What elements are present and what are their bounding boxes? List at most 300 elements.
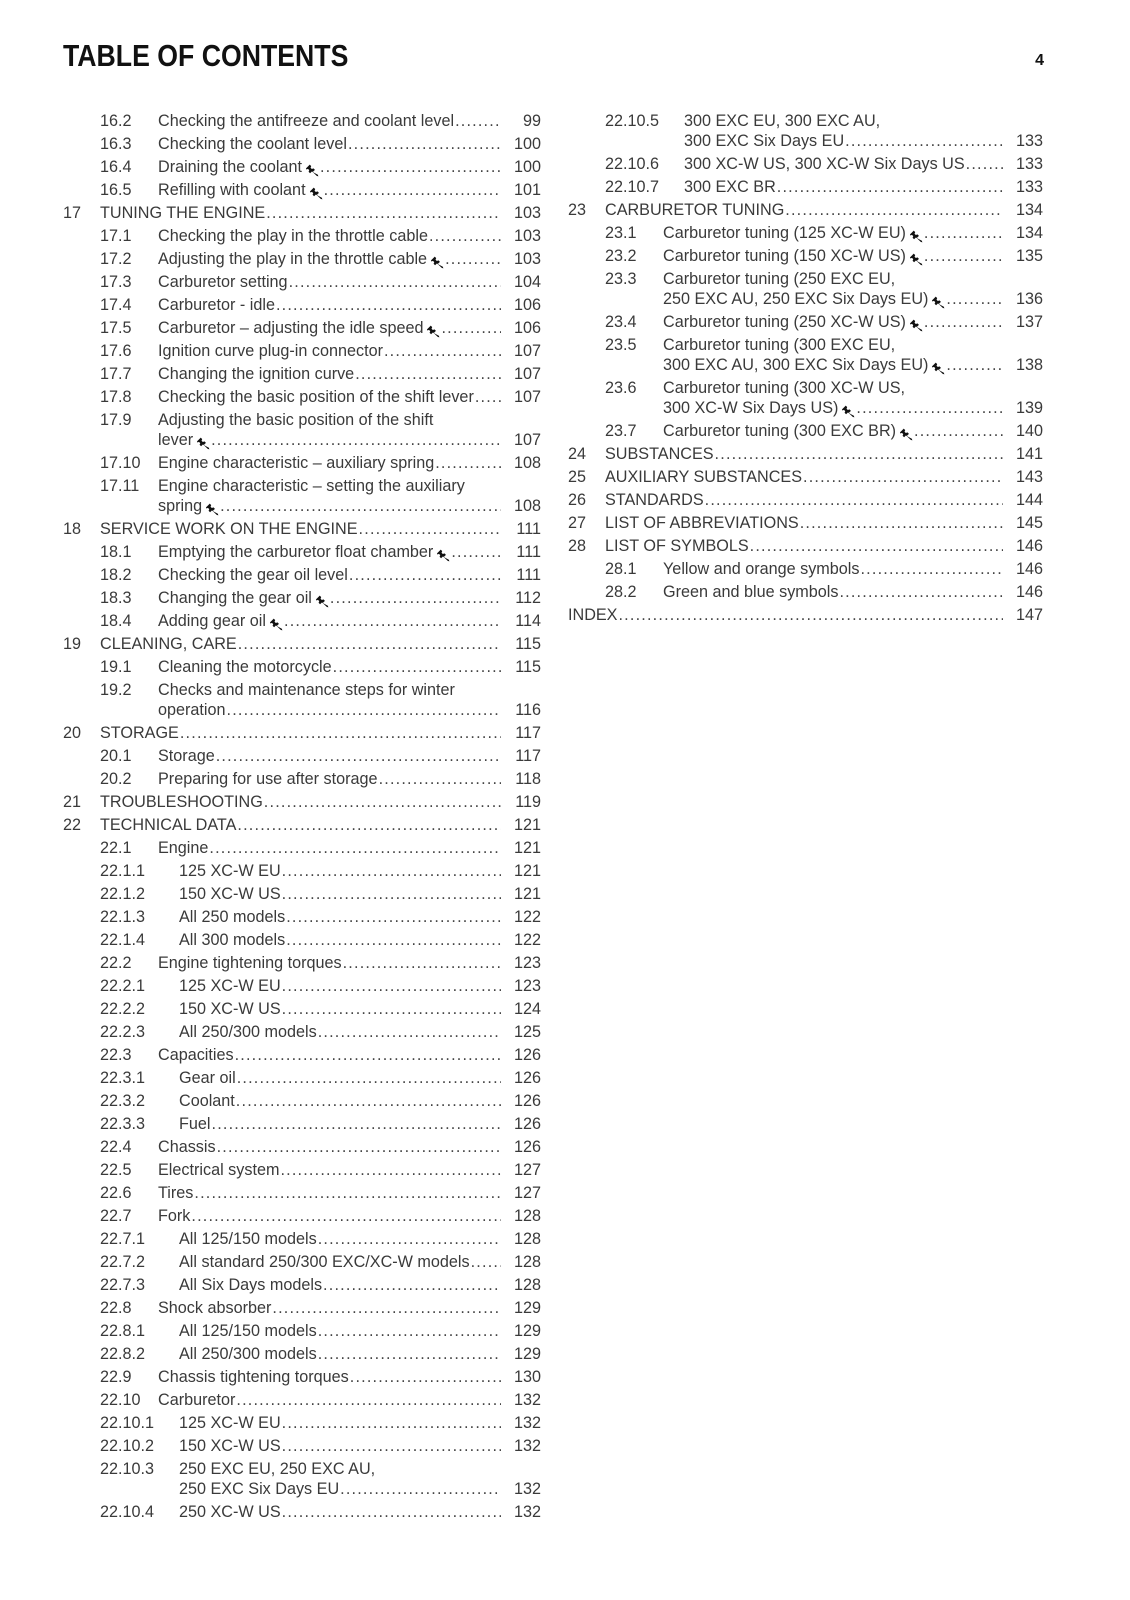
toc-entry-title: Draining the coolant <box>158 158 302 176</box>
wrench-icon <box>270 618 283 631</box>
toc-entry-number: 26 <box>568 491 587 509</box>
toc-entry-title: Checking the basic position of the shift lever <box>158 388 474 406</box>
toc-entry-title: All 125/150 models <box>179 1322 317 1340</box>
toc-entry-number: 22.8.2 <box>100 1345 146 1363</box>
toc-entry[interactable] <box>63 677 541 720</box>
toc-entry-title: Checks and maintenance steps for winter <box>158 681 455 699</box>
toc-entry[interactable] <box>568 487 1043 510</box>
toc-entry-number: 22.5 <box>100 1161 132 1179</box>
toc-entry-number: 22.2.2 <box>100 1000 146 1018</box>
dot-leader <box>340 1479 501 1499</box>
toc-entry[interactable] <box>63 1180 541 1203</box>
toc-entry[interactable] <box>63 904 541 927</box>
toc-entry-title: Carburetor tuning (300 XC-W US, <box>663 379 906 397</box>
toc-entry-title: Preparing for use after storage <box>158 770 378 788</box>
toc-entry-title: 125 XC-W EU <box>179 977 281 995</box>
toc-entry-number: 25 <box>568 468 587 486</box>
toc-entry-page[interactable]: 139 <box>1015 399 1043 417</box>
toc-entry-title: Carburetor <box>158 1391 236 1409</box>
toc-entry[interactable] <box>63 223 541 246</box>
dot-leader <box>212 1114 502 1134</box>
toc-entry[interactable] <box>63 361 541 384</box>
toc-entry[interactable] <box>568 464 1043 487</box>
toc-entry-page[interactable]: 100 <box>513 158 541 176</box>
toc-entry[interactable] <box>63 631 541 654</box>
wrench-icon <box>900 428 913 441</box>
toc-entry-page[interactable]: 126 <box>513 1115 541 1133</box>
toc-entry-title: SUBSTANCES <box>605 445 714 463</box>
toc-entry-page[interactable]: 103 <box>513 250 541 268</box>
toc-entry[interactable] <box>568 579 1043 602</box>
toc-entry-title: 250 EXC EU, 250 EXC AU, <box>179 1460 376 1478</box>
toc-entry-page[interactable]: 141 <box>1015 445 1043 463</box>
toc-entry-number: 20.2 <box>100 770 132 788</box>
toc-entry-page[interactable]: 143 <box>1015 468 1043 486</box>
toc-entry[interactable] <box>568 332 1043 375</box>
toc-entry[interactable] <box>63 1318 541 1341</box>
dot-leader <box>220 496 501 516</box>
toc-entry-title: 300 XC-W Six Days US) <box>663 399 839 417</box>
toc-entry-title: INDEX <box>568 606 618 624</box>
toc-entry-title: Refilling with coolant <box>158 181 306 199</box>
toc-entry[interactable] <box>63 881 541 904</box>
toc-entry-title: operation <box>158 701 226 719</box>
toc-entry-page[interactable]: 117 <box>515 724 541 742</box>
toc-entry[interactable] <box>63 516 541 539</box>
toc-entry[interactable] <box>63 1272 541 1295</box>
toc-entry-number: 22.7 <box>100 1207 132 1225</box>
toc-entry-number: 22.6 <box>100 1184 132 1202</box>
toc-entry-page[interactable]: 111 <box>516 543 541 561</box>
dot-leader <box>272 1298 501 1318</box>
toc-entry[interactable] <box>568 602 1043 625</box>
toc-entry[interactable] <box>63 1203 541 1226</box>
toc-entry-number: 22.10.3 <box>100 1460 155 1478</box>
toc-entry-page[interactable]: 146 <box>1015 583 1043 601</box>
toc-entry-number: 28.2 <box>605 583 637 601</box>
dot-leader <box>237 815 501 835</box>
toc-entry-page[interactable]: 115 <box>515 635 541 653</box>
toc-entry-title: All 250 models <box>179 908 286 926</box>
dot-leader <box>384 341 501 361</box>
toc-entry-page[interactable]: 115 <box>515 658 541 676</box>
toc-entry-page[interactable]: 128 <box>513 1253 541 1271</box>
toc-entry[interactable] <box>63 292 541 315</box>
toc-entry-page[interactable]: 107 <box>513 388 541 406</box>
toc-entry[interactable] <box>568 266 1043 309</box>
toc-entry-title: Fork <box>158 1207 191 1225</box>
toc-entry-page[interactable]: 127 <box>513 1184 541 1202</box>
dot-leader <box>318 1344 501 1364</box>
toc-entry-title: Fuel <box>179 1115 211 1133</box>
dot-leader <box>238 634 501 654</box>
toc-entry-number: 23.1 <box>605 224 637 242</box>
toc-entry[interactable] <box>568 510 1043 533</box>
toc-entry-page[interactable]: 121 <box>513 816 541 834</box>
dot-leader <box>333 657 501 677</box>
toc-entry-number: 22.10.2 <box>100 1437 155 1455</box>
toc-entry-page[interactable]: 132 <box>513 1480 541 1498</box>
toc-entry-page[interactable]: 122 <box>513 931 541 949</box>
toc-entry-page[interactable]: 135 <box>1015 247 1043 265</box>
toc-entry-page[interactable]: 108 <box>513 497 541 515</box>
toc-entry-number: 27 <box>568 514 587 532</box>
toc-entry-title: Carburetor tuning (300 EXC EU, <box>663 336 896 354</box>
toc-entry[interactable] <box>63 1499 541 1522</box>
toc-entry-number: 17.11 <box>100 477 140 495</box>
toc-entry-number: 22 <box>63 816 82 834</box>
dot-leader <box>284 611 501 631</box>
toc-entry-page[interactable]: 132 <box>513 1391 541 1409</box>
toc-entry-number: 20 <box>63 724 82 742</box>
toc-entry-number: 22.10 <box>100 1391 141 1409</box>
toc-entry-number: 28 <box>568 537 587 555</box>
toc-entry[interactable] <box>63 654 541 677</box>
toc-entry-number: 22.7.1 <box>100 1230 146 1248</box>
toc-entry-page[interactable]: 108 <box>513 454 541 472</box>
dot-leader <box>194 1183 501 1203</box>
toc-entry[interactable] <box>63 743 541 766</box>
toc-entry-page[interactable]: 132 <box>513 1414 541 1432</box>
toc-entry[interactable] <box>568 197 1043 220</box>
toc-entry[interactable] <box>63 1157 541 1180</box>
toc-entry-page[interactable]: 146 <box>1015 560 1043 578</box>
toc-entry-title: CARBURETOR TUNING <box>605 201 785 219</box>
dot-leader <box>282 861 501 881</box>
toc-entry-title: All 250/300 models <box>179 1023 317 1041</box>
wrench-icon <box>431 256 444 269</box>
toc-entry-page[interactable]: 107 <box>513 342 541 360</box>
toc-entry-number: 22.3.1 <box>100 1069 146 1087</box>
toc-entry-page[interactable]: 100 <box>513 135 541 153</box>
toc-entry-page[interactable]: 133 <box>1015 155 1043 173</box>
toc-entry-page[interactable]: 106 <box>513 296 541 314</box>
toc-entry-page[interactable]: 129 <box>513 1299 541 1317</box>
toc-entry-title: Carburetor - idle <box>158 296 275 314</box>
toc-entry[interactable] <box>63 562 541 585</box>
toc-entry-number: 22.1.4 <box>100 931 146 949</box>
dot-leader <box>237 1068 501 1088</box>
toc-entry-page[interactable]: 103 <box>513 204 541 222</box>
toc-entry[interactable] <box>63 200 541 223</box>
toc-entry[interactable] <box>63 858 541 881</box>
dot-leader <box>318 1022 501 1042</box>
toc-entry-page[interactable]: 130 <box>513 1368 541 1386</box>
toc-entry[interactable] <box>63 1111 541 1134</box>
toc-entry[interactable] <box>63 1433 541 1456</box>
toc-entry-page[interactable]: 138 <box>1015 356 1043 374</box>
toc-entry-page[interactable]: 140 <box>1015 422 1043 440</box>
toc-entry[interactable] <box>568 375 1043 418</box>
toc-entry-number: 17.7 <box>100 365 132 383</box>
toc-entry[interactable] <box>568 556 1043 579</box>
toc-entry-page[interactable]: 144 <box>1015 491 1043 509</box>
toc-entry-page[interactable]: 121 <box>513 839 541 857</box>
toc-entry[interactable] <box>63 338 541 361</box>
toc-entry[interactable] <box>63 177 541 200</box>
toc-entry-page[interactable]: 121 <box>513 885 541 903</box>
dot-leader <box>800 513 1003 533</box>
toc-entry[interactable] <box>63 246 541 269</box>
dot-leader <box>320 157 501 177</box>
toc-entry-page[interactable]: 146 <box>1015 537 1043 555</box>
toc-entry[interactable] <box>63 407 541 450</box>
dot-leader <box>227 700 501 720</box>
toc-entry-page[interactable]: 112 <box>515 589 541 607</box>
dot-leader <box>180 723 501 743</box>
toc-entry[interactable] <box>63 1019 541 1042</box>
toc-entry[interactable] <box>568 418 1043 441</box>
wrench-icon <box>932 296 945 309</box>
toc-entry-number: 18.1 <box>100 543 132 561</box>
page-title: TABLE OF CONTENTS <box>63 38 349 73</box>
toc-entry[interactable] <box>63 108 541 131</box>
toc-entry-title: Gear oil <box>179 1069 236 1087</box>
toc-entry-number: 22.10.7 <box>605 178 660 196</box>
toc-entry-title: Adjusting the basic position of the shift <box>158 411 434 429</box>
toc-entry-title: All 250/300 models <box>179 1345 317 1363</box>
toc-entry-page[interactable]: 124 <box>513 1000 541 1018</box>
toc-entry-page[interactable]: 117 <box>515 747 541 765</box>
dot-leader <box>286 930 501 950</box>
toc-entry-title: CLEANING, CARE <box>100 635 237 653</box>
toc-entry-page[interactable]: 137 <box>1015 313 1043 331</box>
toc-entry-number: 22.8 <box>100 1299 132 1317</box>
toc-entry-page[interactable]: 107 <box>513 431 541 449</box>
wrench-icon <box>310 187 323 200</box>
dot-leader <box>435 453 501 473</box>
toc-entry-title: TECHNICAL DATA <box>100 816 237 834</box>
dot-leader <box>289 272 501 292</box>
wrench-icon <box>932 362 945 375</box>
toc-entry-page[interactable]: 147 <box>1015 606 1043 624</box>
toc-entry[interactable] <box>63 950 541 973</box>
toc-entry-title: Carburetor tuning (250 EXC EU, <box>663 270 896 288</box>
toc-entry-number: 23.6 <box>605 379 637 397</box>
toc-entry-page[interactable]: 127 <box>513 1161 541 1179</box>
toc-entry[interactable] <box>568 220 1043 243</box>
toc-entry-number: 17.8 <box>100 388 132 406</box>
toc-entry[interactable] <box>63 927 541 950</box>
toc-entry-title: Storage <box>158 747 215 765</box>
toc-entry[interactable] <box>63 384 541 407</box>
wrench-icon <box>306 164 319 177</box>
toc-right-column <box>568 108 1043 625</box>
toc-entry-page[interactable]: 116 <box>515 701 541 719</box>
toc-entry[interactable] <box>63 720 541 743</box>
toc-entry-number: 22.3.2 <box>100 1092 146 1110</box>
toc-entry[interactable] <box>568 533 1043 556</box>
dot-leader <box>280 1160 501 1180</box>
toc-entry-page[interactable]: 103 <box>513 227 541 245</box>
toc-entry-number: 17 <box>63 204 82 222</box>
toc-entry-number: 22.10.6 <box>605 155 660 173</box>
toc-entry-title: All Six Days models <box>179 1276 323 1294</box>
toc-entry[interactable] <box>63 973 541 996</box>
dot-leader <box>217 1137 501 1157</box>
toc-entry-number: 18.3 <box>100 589 132 607</box>
toc-entry-title: Engine <box>158 839 209 857</box>
toc-entry-page[interactable]: 126 <box>513 1069 541 1087</box>
dot-leader <box>785 200 1003 220</box>
toc-entry-page[interactable]: 107 <box>513 365 541 383</box>
toc-entry[interactable] <box>63 1088 541 1111</box>
toc-entry-page[interactable]: 129 <box>513 1345 541 1363</box>
toc-entry[interactable] <box>63 1042 541 1065</box>
dot-leader <box>705 490 1003 510</box>
toc-entry[interactable] <box>63 996 541 1019</box>
toc-entry-page[interactable]: 145 <box>1015 514 1043 532</box>
toc-entry[interactable] <box>63 1341 541 1364</box>
toc-entry[interactable] <box>63 1065 541 1088</box>
toc-entry-title: Engine characteristic – setting the auxiliary <box>158 477 465 495</box>
toc-entry-number: 17.10 <box>100 454 141 472</box>
dot-leader <box>348 134 501 154</box>
toc-entry-page[interactable]: 128 <box>513 1207 541 1225</box>
dot-leader <box>282 1413 501 1433</box>
toc-entry-page[interactable]: 114 <box>515 612 541 630</box>
toc-entry-page[interactable]: 123 <box>513 954 541 972</box>
toc-entry[interactable] <box>63 1249 541 1272</box>
toc-entry-title: AUXILIARY SUBSTANCES <box>605 468 803 486</box>
toc-entry-page[interactable]: 122 <box>513 908 541 926</box>
dot-leader <box>323 1275 501 1295</box>
toc-entry-title: Carburetor tuning (150 XC-W US) <box>663 247 906 265</box>
toc-entry[interactable] <box>63 1456 541 1499</box>
toc-entry-page[interactable]: 133 <box>1015 132 1043 150</box>
toc-entry[interactable] <box>63 269 541 292</box>
toc-entry[interactable] <box>63 1134 541 1157</box>
toc-entry-page[interactable]: 111 <box>516 520 541 538</box>
toc-entry-page[interactable]: 101 <box>513 181 541 199</box>
toc-entry-page[interactable]: 128 <box>513 1230 541 1248</box>
toc-entry-page[interactable]: 128 <box>513 1276 541 1294</box>
toc-entry[interactable] <box>568 108 1043 151</box>
toc-entry-page[interactable]: 111 <box>516 566 541 584</box>
toc-entry[interactable] <box>63 585 541 608</box>
toc-entry[interactable] <box>63 473 541 516</box>
toc-entry-page[interactable]: 118 <box>515 770 541 788</box>
toc-entry-page[interactable]: 136 <box>1015 290 1043 308</box>
dot-leader <box>355 364 501 384</box>
dot-leader <box>379 769 501 789</box>
toc-entry-title: Chassis <box>158 1138 216 1156</box>
toc-entry-page[interactable]: 125 <box>513 1023 541 1041</box>
toc-entry-title: Carburetor tuning (125 XC-W EU) <box>663 224 906 242</box>
toc-entry[interactable] <box>568 243 1043 266</box>
toc-entry[interactable] <box>63 1364 541 1387</box>
dot-leader <box>441 318 501 338</box>
dot-leader <box>429 226 501 246</box>
toc-entry-page[interactable]: 132 <box>513 1503 541 1521</box>
toc-entry[interactable] <box>63 608 541 631</box>
toc-entry-number: 23.5 <box>605 336 637 354</box>
toc-entry-title: STANDARDS <box>605 491 704 509</box>
dot-leader <box>264 792 501 812</box>
toc-entry-number: 22.3.3 <box>100 1115 146 1133</box>
toc-entry-number: 22.2 <box>100 954 132 972</box>
toc-entry[interactable] <box>63 812 541 835</box>
toc-entry-number: 16.5 <box>100 181 132 199</box>
toc-entry-number: 22.8.1 <box>100 1322 146 1340</box>
toc-entry-number: 22.7.3 <box>100 1276 146 1294</box>
toc-entry-number: 16.4 <box>100 158 132 176</box>
toc-entry-page[interactable]: 123 <box>513 977 541 995</box>
toc-entry-number: 22.1.1 <box>100 862 146 880</box>
toc-entry[interactable] <box>63 315 541 338</box>
toc-entry-title: All 300 models <box>179 931 286 949</box>
toc-left-column <box>63 108 541 1522</box>
toc-entry-page[interactable]: 104 <box>513 273 541 291</box>
dot-leader <box>451 542 501 562</box>
dot-leader <box>618 605 1003 625</box>
toc-entry[interactable] <box>63 1295 541 1318</box>
dot-leader <box>330 588 501 608</box>
dot-leader <box>856 398 1003 418</box>
toc-entry-title: Carburetor tuning (250 XC-W US) <box>663 313 906 331</box>
dot-leader <box>471 1252 501 1272</box>
toc-entry-page[interactable]: 134 <box>1015 201 1043 219</box>
dot-leader <box>236 1390 501 1410</box>
toc-entry-title: 250 EXC AU, 250 EXC Six Days EU) <box>663 290 929 308</box>
page-number: 4 <box>1035 52 1044 69</box>
toc-entry[interactable] <box>63 1410 541 1433</box>
toc-entry-page[interactable]: 132 <box>513 1437 541 1455</box>
toc-entry-title: Green and blue symbols <box>663 583 839 601</box>
toc-entry[interactable] <box>568 174 1043 197</box>
toc-entry-number: 18 <box>63 520 82 538</box>
toc-entry-page[interactable]: 126 <box>513 1092 541 1110</box>
toc-entry-number: 23.7 <box>605 422 637 440</box>
wrench-icon <box>842 405 855 418</box>
wrench-icon <box>910 319 923 332</box>
toc-entry-title: Checking the gear oil level <box>158 566 348 584</box>
dot-leader <box>359 519 501 539</box>
toc-entry[interactable] <box>568 441 1043 464</box>
toc-entry-page[interactable]: 119 <box>515 793 541 811</box>
dot-leader <box>750 536 1003 556</box>
toc-entry[interactable] <box>63 131 541 154</box>
toc-entry-page[interactable]: 106 <box>513 319 541 337</box>
toc-entry-page[interactable]: 99 <box>522 112 541 130</box>
toc-entry-page[interactable]: 129 <box>513 1322 541 1340</box>
toc-entry-page[interactable]: 134 <box>1015 224 1043 242</box>
toc-entry-page[interactable]: 133 <box>1015 178 1043 196</box>
dot-leader <box>445 249 501 269</box>
toc-entry[interactable] <box>63 835 541 858</box>
toc-entry-title: Changing the ignition curve <box>158 365 355 383</box>
toc-entry-title: Engine tightening torques <box>158 954 342 972</box>
toc-entry[interactable] <box>63 1226 541 1249</box>
toc-entry-title: Carburetor – adjusting the idle speed <box>158 319 424 337</box>
toc-entry[interactable] <box>63 1387 541 1410</box>
toc-entry-number: 17.4 <box>100 296 132 314</box>
toc-entry-page[interactable]: 126 <box>513 1138 541 1156</box>
toc-entry[interactable] <box>63 154 541 177</box>
toc-entry[interactable] <box>63 539 541 562</box>
toc-entry[interactable] <box>568 309 1043 332</box>
toc-entry[interactable] <box>568 151 1043 174</box>
toc-entry[interactable] <box>63 766 541 789</box>
toc-entry-page[interactable]: 126 <box>513 1046 541 1064</box>
toc-entry-page[interactable]: 121 <box>513 862 541 880</box>
toc-entry[interactable] <box>63 450 541 473</box>
toc-entry-number: 28.1 <box>605 560 637 578</box>
toc-entry[interactable] <box>63 789 541 812</box>
toc-entry-title: Checking the coolant level <box>158 135 347 153</box>
toc-entry-number: 22.2.1 <box>100 977 146 995</box>
toc-entry-title: Changing the gear oil <box>158 589 312 607</box>
